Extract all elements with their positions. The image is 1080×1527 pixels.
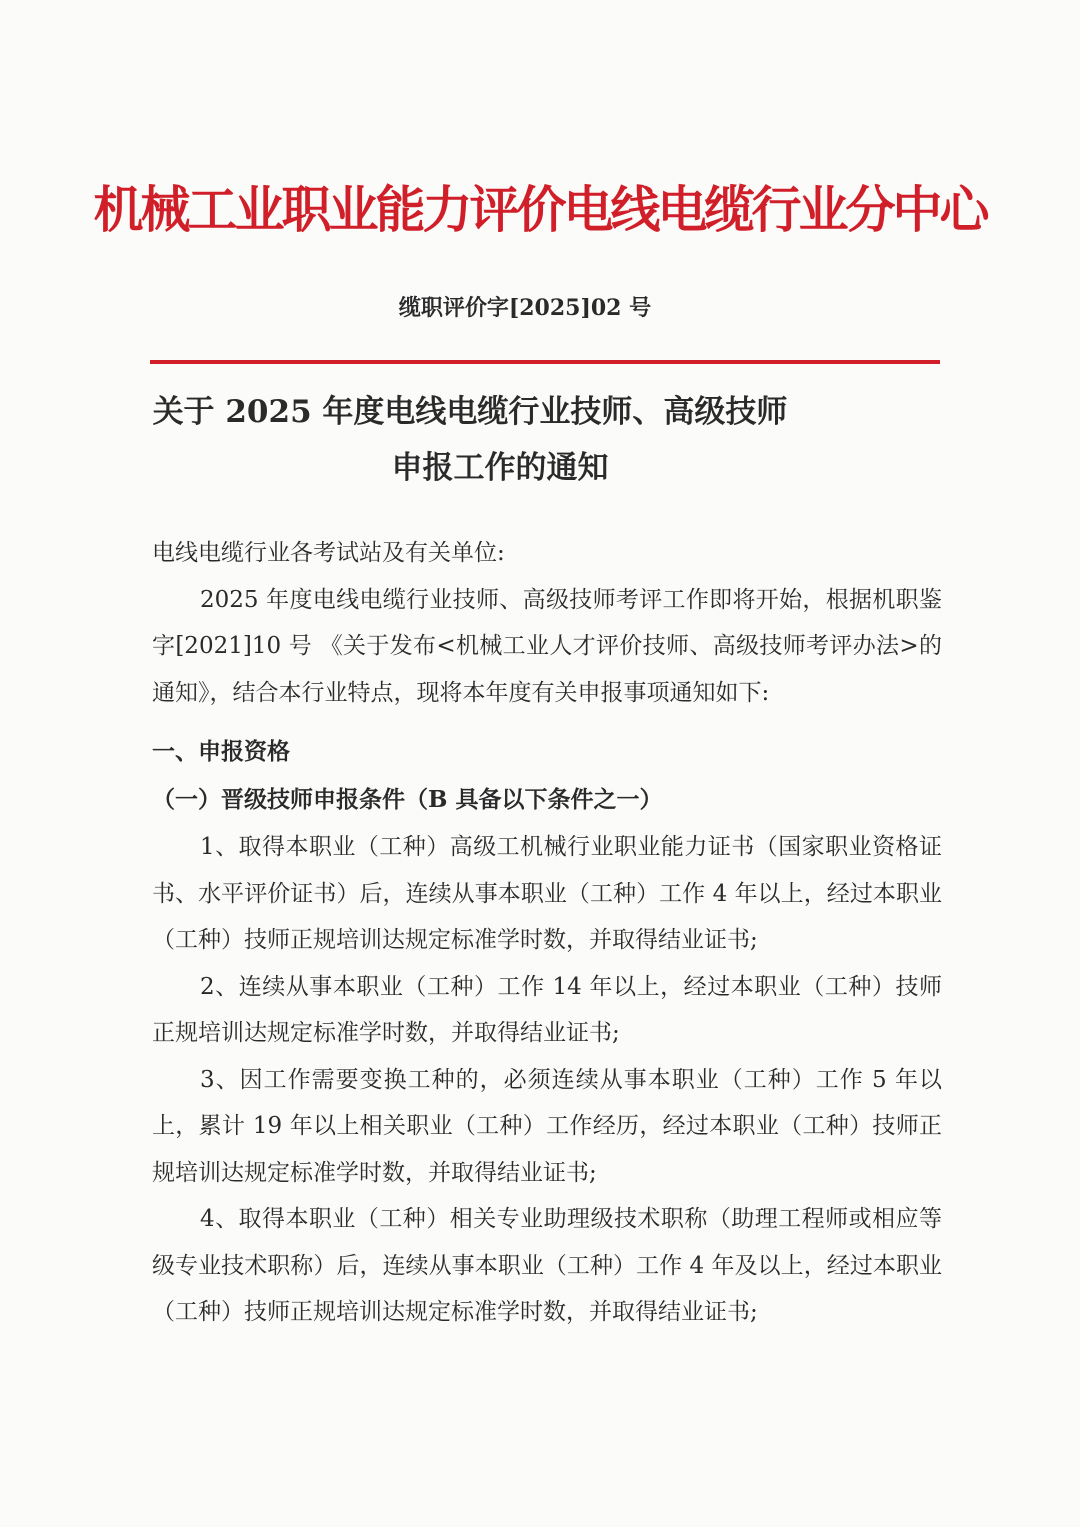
section-subheading: （一）晋级技师申报条件（B 具备以下条件之一） — [152, 786, 663, 813]
condition-item: 2、连续从事本职业（工种）工作 14 年以上，经过本职业（工种）技师正规培训达规定标准学时数，并取得结业证书; — [152, 973, 942, 1046]
intro-paragraph: 2025 年度电线电缆行业技师、高级技师考评工作即将开始，根据机职鉴字[2021]10 号 《关于发布<机械工业人才评价技师、高级技师考评办法>的通知》，结合本行业特点，现将本年度有关申报事项通知如下: — [152, 586, 942, 706]
red-divider — [150, 360, 940, 364]
masthead: 机械工业职业能力评价电线电缆行业分中心 — [93, 181, 987, 239]
salutation: 电线电缆行业各考试站及有关单位: — [152, 540, 505, 566]
condition-item: 1、取得本职业（工种）高级工机械行业职业能力证书（国家职业资格证书、水平评价证书）后，连续从事本职业（工种）工作 4 年以上，经过本职业（工种）技师正规培训达规定标准学时数，并取得结业证书; — [152, 834, 942, 953]
notice-title-line-2: 申报工作的通知 — [391, 450, 609, 486]
condition-item: 4、取得本职业（工种）相关专业助理级技术职称（助理工程师或相应等级专业技术职称）后，连续从事本职业（工种）工作 4 年及以上，经过本职业（工种）技师正规培训达规定标准学时数，并取得结业证书; — [152, 1206, 942, 1325]
condition-item: 3、因工作需要变换工种的，必须连续从事本职业（工种）工作 5 年以上，累计 19 年以上相关职业（工种）工作经历，经过本职业（工种）技师正规培训达规定标准学时数，并取得结业证书; — [152, 1066, 942, 1186]
notice-body — [152, 530, 942, 1336]
notice-title — [150, 384, 940, 496]
document-number: 缆职评价字[2025]02 号 — [398, 295, 652, 321]
section-heading: 一、申报资格 — [152, 738, 290, 765]
notice-title-line-1: 关于 2025 年度电线电缆行业技师、高级技师 — [152, 394, 788, 430]
